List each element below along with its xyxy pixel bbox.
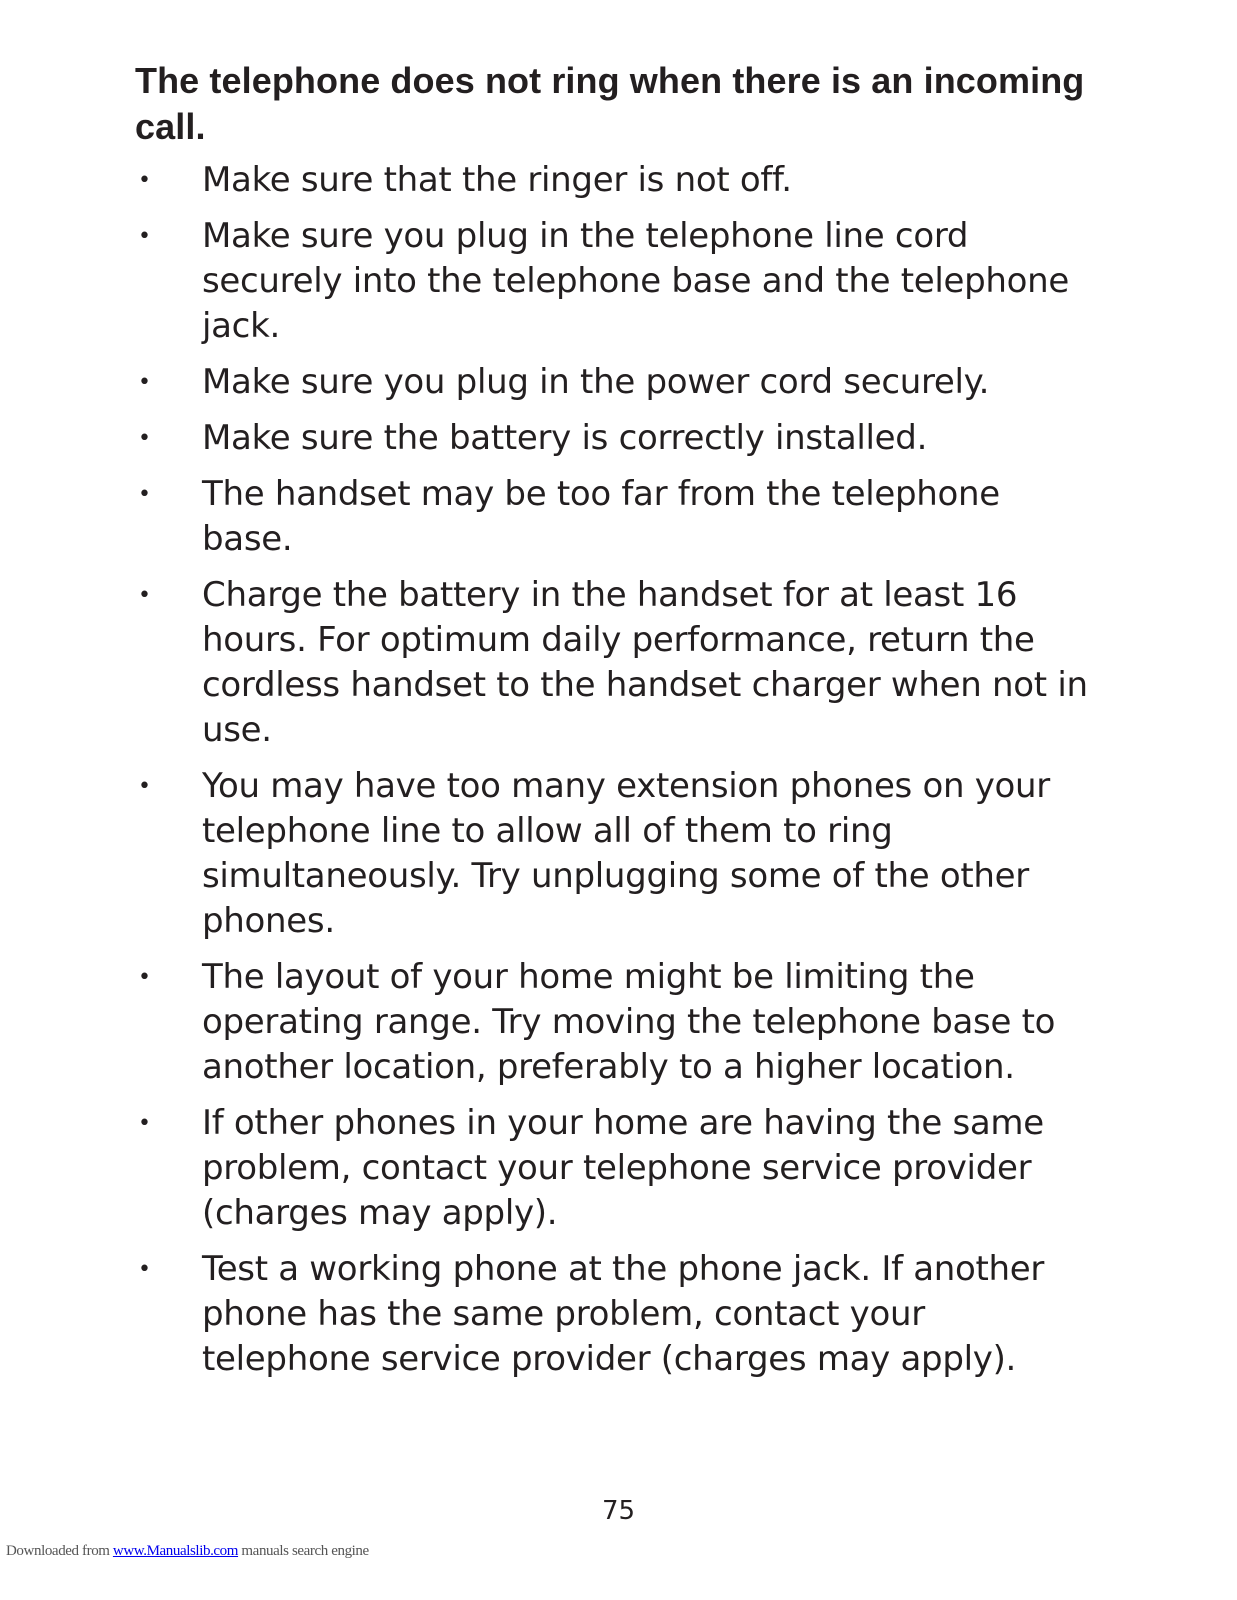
- bullet-icon: •: [138, 774, 151, 799]
- download-footer: [6, 1540, 369, 1562]
- list-item: [135, 1101, 1095, 1236]
- manualslib-link[interactable]: www.Manualslib.com: [112, 1543, 239, 1559]
- list-item: [135, 955, 1095, 1090]
- list-item: [135, 158, 1095, 203]
- list-item-text: You may have too many extension phones on your telephone line to allow all of them to ring simultaneously. Try unplugging some of the other phones.: [202, 766, 1050, 941]
- page-number: 75: [601, 1496, 636, 1526]
- list-item: [135, 764, 1095, 944]
- list-item: [135, 416, 1095, 461]
- footer-suffix: manuals search engine: [238, 1543, 369, 1559]
- bullet-icon: •: [138, 1111, 151, 1136]
- footer-prefix: Downloaded from: [6, 1543, 113, 1559]
- bullet-icon: •: [138, 168, 151, 193]
- bullet-icon: •: [138, 1257, 151, 1282]
- list-item: [135, 360, 1095, 405]
- bullet-icon: •: [138, 965, 151, 990]
- list-item: [135, 1247, 1095, 1382]
- list-item: [135, 573, 1095, 753]
- list-item-text: The handset may be too far from the telephone base.: [202, 474, 1000, 559]
- list-item-text: The layout of your home might be limiting the operating range. Try moving the telephone base to another location, preferably to a higher location.: [202, 957, 1056, 1087]
- bullet-icon: •: [138, 583, 151, 608]
- bullet-icon: •: [138, 482, 151, 507]
- bullet-icon: •: [138, 426, 151, 451]
- list-item: [135, 214, 1095, 349]
- bullet-icon: •: [138, 370, 151, 395]
- troubleshooting-list: [135, 158, 1095, 1393]
- list-item-text: Make sure you plug in the telephone line cord securely into the telephone base and the telephone jack.: [202, 216, 1070, 346]
- bullet-icon: •: [138, 224, 151, 249]
- list-item-text: Test a working phone at the phone jack. If another phone has the same problem, contact your telephone service provider (charges may apply).: [202, 1249, 1045, 1379]
- list-item-text: Make sure that the ringer is not off.: [202, 160, 792, 200]
- list-item-text: Make sure you plug in the power cord securely.: [202, 362, 990, 402]
- list-item-text: Make sure the battery is correctly installed.: [202, 418, 928, 458]
- list-item-text: Charge the battery in the handset for at least 16 hours. For optimum daily performance, return the cordless handset to the handset charger when not in use.: [202, 575, 1088, 750]
- list-item-text: If other phones in your home are having the same problem, contact your telephone service provider (charges may apply).: [202, 1103, 1044, 1233]
- list-item: [135, 472, 1095, 562]
- section-heading: The telephone does not ring when there is an incoming call.: [135, 60, 1085, 147]
